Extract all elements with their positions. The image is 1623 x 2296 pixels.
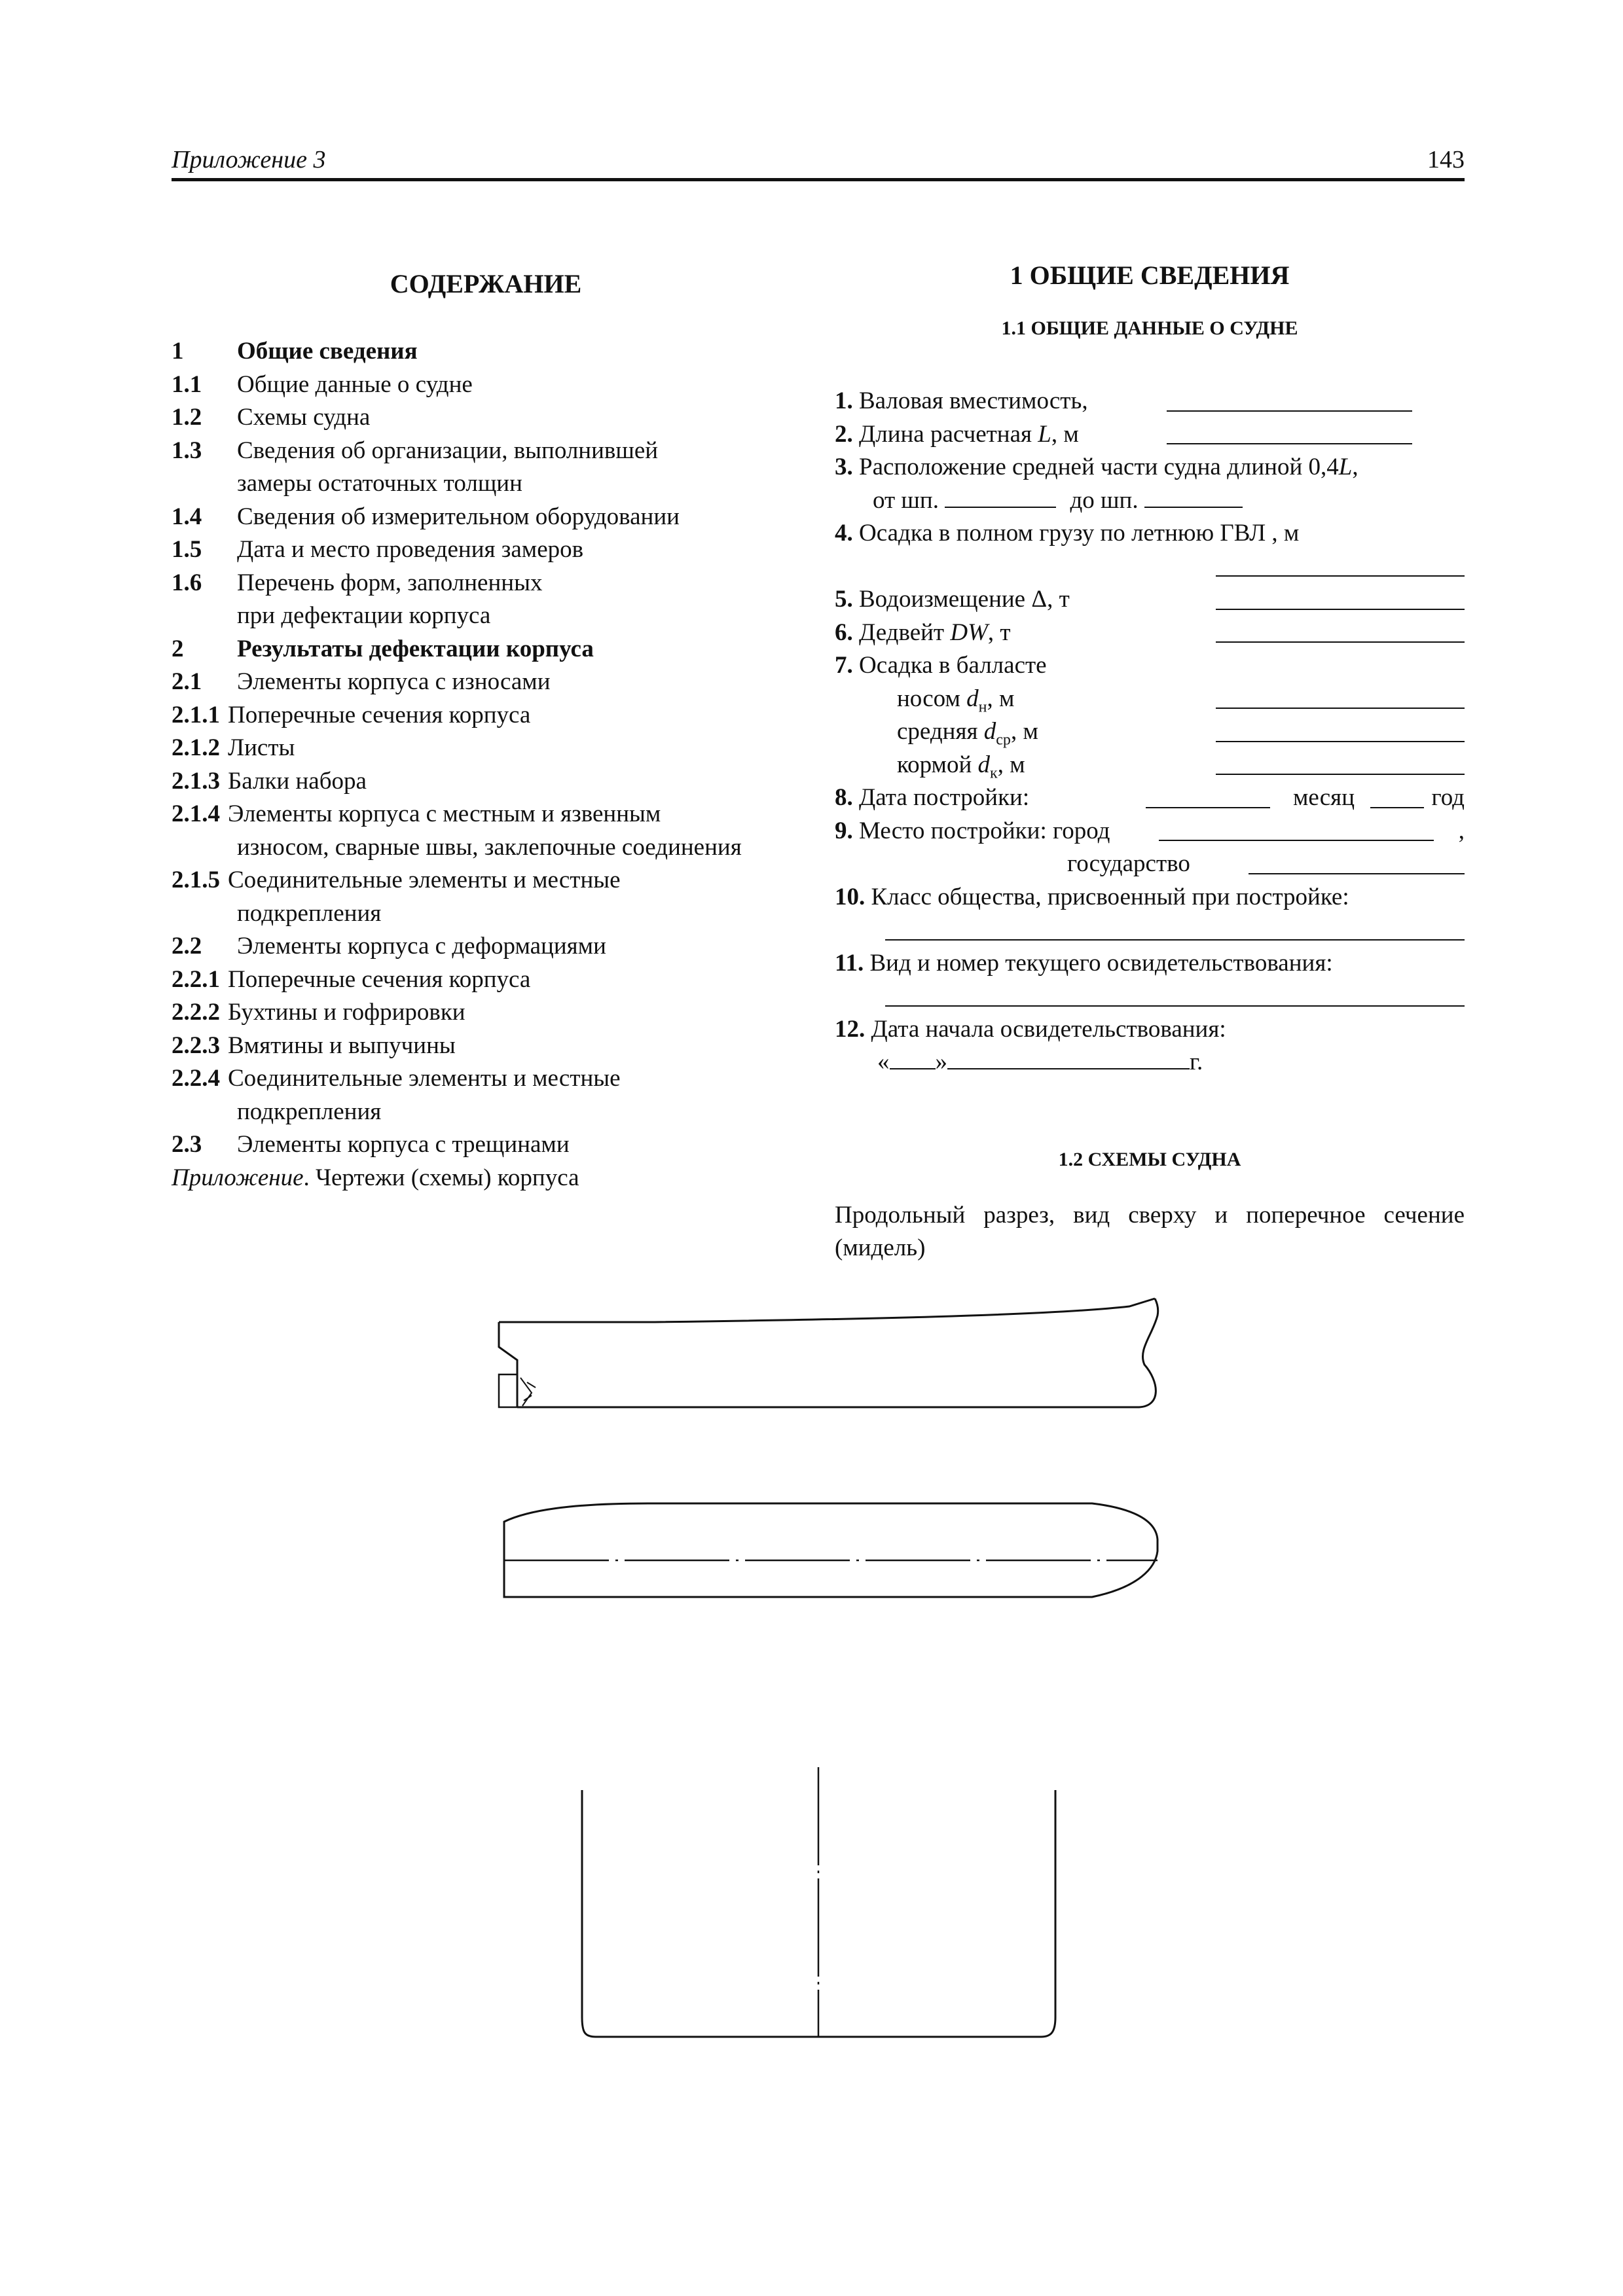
- field-label: Место постройки: город: [859, 817, 1110, 844]
- toc-title: СОДЕРЖАНИЕ: [390, 269, 582, 298]
- field-sub: н: [978, 698, 987, 715]
- field-unit: , т: [987, 619, 1011, 646]
- field-num: 8.: [835, 784, 853, 811]
- toc-item-number: 2.1.1: [172, 701, 220, 728]
- schemes-text: Продольный разрез, вид сверху и поперечное сечение (мидель): [835, 1202, 1465, 1261]
- field-num: 6.: [835, 619, 853, 646]
- quote-close: »: [935, 1049, 947, 1075]
- comma: ,: [1458, 817, 1465, 844]
- toc-item-number: 2.2.4: [172, 1065, 220, 1092]
- toc-item-number: 2.2.3: [172, 1031, 220, 1059]
- toc-item-number: 2.2: [172, 933, 202, 960]
- toc-item-text: Результаты дефектации корпуса: [237, 635, 594, 662]
- toc-item-number: 2.2.1: [172, 965, 220, 993]
- field-label: Вид и номер текущего освидетельствования:: [869, 949, 1333, 977]
- toc-item-text: Элементы корпуса с износами: [237, 668, 551, 695]
- field-num: 9.: [835, 817, 853, 844]
- toc-item-number: 1.2: [172, 404, 202, 431]
- longitudinal-section-drawing: [499, 1299, 1158, 1407]
- field-var: DW: [950, 619, 988, 646]
- toc-item-text: Общие сведения: [237, 338, 418, 365]
- toc-item-number: 2: [172, 635, 184, 662]
- year-suffix: г.: [1190, 1049, 1203, 1075]
- toc-item-number: 2.3: [172, 1131, 202, 1158]
- quote-open: «: [877, 1049, 890, 1075]
- toc-item-text: при дефектации корпуса: [237, 602, 491, 629]
- toc-item-text: Соединительные элементы и местные: [228, 1065, 621, 1092]
- toc-item-number: 1.4: [172, 503, 202, 530]
- field-var: d: [966, 685, 979, 712]
- field-label: средняя: [897, 718, 984, 745]
- field-label: Валовая вместимость,: [859, 387, 1088, 414]
- toc-item-text: Поперечные сечения корпуса: [228, 701, 531, 728]
- field-num: 11.: [835, 949, 864, 977]
- midship-section-drawing: [582, 1767, 1055, 2037]
- toc-item-text: Элементы корпуса с трещинами: [237, 1131, 570, 1158]
- toc-item-text: Перечень форм, заполненных: [237, 569, 543, 596]
- toc-item-number: 2.1.5: [172, 867, 220, 893]
- toc-item-number: 2.1: [172, 668, 202, 695]
- frame-from-label: от шп.: [873, 486, 939, 514]
- top-view-drawing: [504, 1503, 1158, 1597]
- toc-item-text: Элементы корпуса с деформациями: [237, 933, 606, 960]
- field-var: L: [1338, 454, 1353, 480]
- frame-to-label: до шп.: [1070, 486, 1139, 514]
- field-label: Дедвейт: [859, 619, 951, 646]
- page-number: 143: [1427, 146, 1465, 173]
- toc-item-text: Листы: [228, 734, 295, 761]
- toc-item-number: 1.6: [172, 569, 202, 596]
- field-unit: , м: [1051, 420, 1079, 448]
- section-title: 1 ОБЩИЕ СВЕДЕНИЯ: [1010, 260, 1290, 290]
- field-label: Водоизмещение Δ, т: [859, 586, 1070, 613]
- toc-item-text: Дата и место проведения замеров: [237, 536, 584, 563]
- year-label: год: [1431, 784, 1465, 811]
- field-label: кормой: [897, 751, 978, 778]
- field-unit: , м: [987, 685, 1015, 712]
- header-appendix: Приложение 3: [172, 146, 326, 173]
- toc-item-number: 1.3: [172, 437, 202, 464]
- field-label: Осадка в полном грузу по летнюю ГВЛ , м: [859, 520, 1300, 547]
- toc-item-number: 2.1.4: [172, 800, 220, 827]
- field-num: 7.: [835, 652, 853, 679]
- toc-item-text: Бухтины и гофрировки: [228, 999, 465, 1026]
- toc-item-text: замеры остаточных толщин: [237, 470, 522, 497]
- toc-item-text: Элементы корпуса с местным и язвенным: [228, 800, 661, 827]
- toc-item-text: Схемы судна: [237, 404, 371, 431]
- field-label: носом: [897, 685, 967, 712]
- state-label: государство: [1067, 850, 1190, 877]
- toc-appendix-text: . Чертежи (схемы) корпуса: [303, 1164, 579, 1191]
- field-num: 4.: [835, 520, 853, 547]
- toc-item-text: подкрепления: [237, 899, 382, 927]
- field-label: Длина расчетная: [859, 420, 1038, 448]
- field-num: 5.: [835, 586, 853, 613]
- field-sub: к: [990, 764, 998, 781]
- field-sub: ср: [996, 731, 1011, 749]
- month-label: месяц: [1293, 784, 1355, 811]
- toc-item-text: Общие данные о судне: [237, 370, 473, 398]
- toc-item-text: подкрепления: [237, 1098, 382, 1125]
- field-label: Класс общества, присвоенный при постройке:: [871, 883, 1349, 910]
- field-unit: , м: [1010, 718, 1038, 745]
- field-var: d: [977, 751, 991, 778]
- field-num: 12.: [835, 1015, 866, 1043]
- subsection-title: 1.1 ОБЩИЕ ДАННЫЕ О СУДНЕ: [1001, 317, 1298, 339]
- toc-item-number: 2.1.2: [172, 734, 220, 761]
- schemes-title: 1.2 СХЕМЫ СУДНА: [1058, 1149, 1241, 1170]
- field-label: Осадка в балласте: [859, 652, 1047, 679]
- field-num: 2.: [835, 420, 853, 448]
- toc-appendix-label: Приложение: [172, 1164, 304, 1191]
- toc-item-number: 1: [172, 338, 184, 365]
- toc-item-text: Сведения об организации, выполнившей: [237, 437, 659, 464]
- field-label: Дата постройки:: [859, 784, 1030, 811]
- field-unit: , м: [997, 751, 1025, 778]
- toc-item-number: 2.1.3: [172, 767, 220, 795]
- toc-item-number: 2.2.2: [172, 999, 220, 1026]
- toc-item-text: Балки набора: [228, 767, 367, 795]
- field-num: 10.: [835, 883, 866, 910]
- field-var: L: [1038, 420, 1051, 448]
- field-num: 1.: [835, 387, 853, 414]
- field-label: Дата начала освидетельствования:: [871, 1015, 1226, 1043]
- toc-item-number: 1.5: [172, 536, 202, 563]
- field-var: d: [983, 718, 996, 745]
- field-label: Расположение средней части судна длиной 0,4: [859, 454, 1339, 480]
- toc-item-text: износом, сварные швы, заклепочные соединения: [237, 833, 742, 861]
- toc-item-text: Сведения об измерительном оборудовании: [237, 503, 680, 530]
- toc-item-text: Поперечные сечения корпуса: [228, 965, 531, 993]
- field-tail: ,: [1352, 454, 1359, 480]
- toc-item-text: Вмятины и выпучины: [228, 1031, 456, 1059]
- toc-item-text: Соединительные элементы и местные: [228, 867, 621, 893]
- field-num: 3.: [835, 454, 853, 480]
- toc-item-number: 1.1: [172, 370, 202, 398]
